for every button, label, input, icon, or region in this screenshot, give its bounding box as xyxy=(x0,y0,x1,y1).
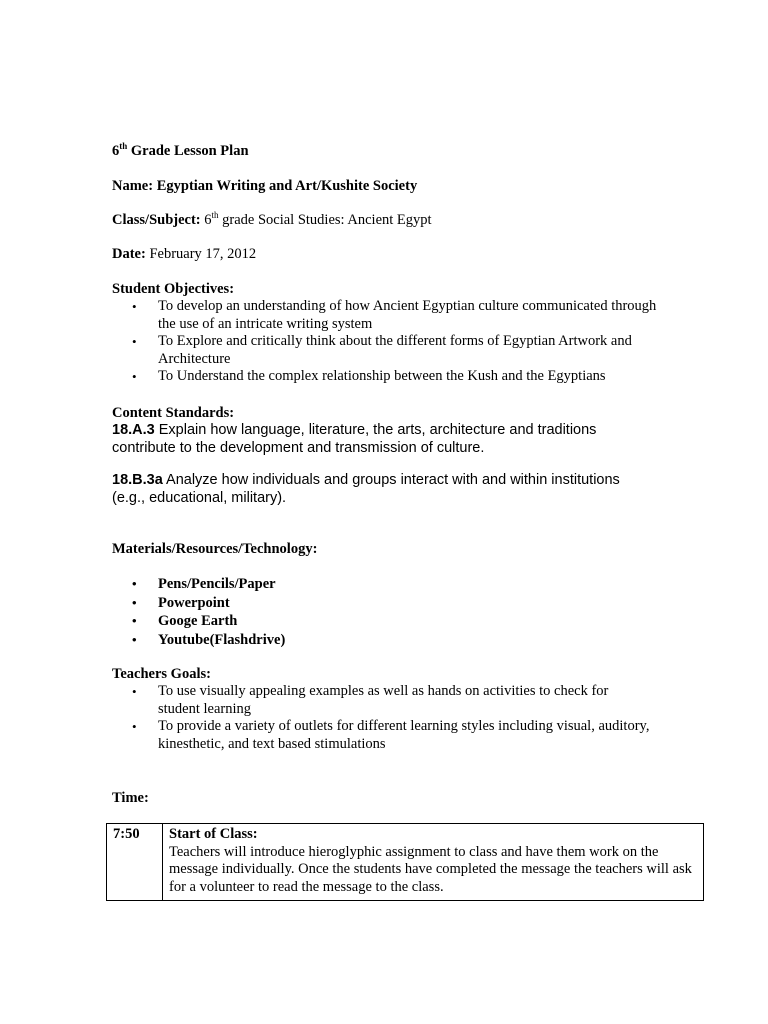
bullet-icon: • xyxy=(132,684,137,699)
list-item xyxy=(112,333,672,368)
bullet-icon: • xyxy=(132,719,137,734)
schedule-activity-cell xyxy=(169,826,699,896)
date-value: February 17, 2012 xyxy=(145,246,257,262)
standard-code: 18.A.3 xyxy=(112,422,155,438)
schedule-table xyxy=(106,823,704,901)
date-label: Date: xyxy=(112,246,146,262)
bullet-icon: • xyxy=(132,613,137,628)
name-value: Egyptian Writing and Art/Kushite Society xyxy=(153,178,418,194)
standard-text: Explain how language, literature, the arts, architecture and traditions contribute to the development and transmission of culture. xyxy=(112,422,597,456)
bullet-icon: • xyxy=(132,334,137,349)
activity-description: Teachers will introduce hieroglyphic assignment to class and have them work on the message individually. Once the students have completed the message the teachers will ask for a volunteer to read the message to the class. xyxy=(169,843,692,895)
list-item xyxy=(112,683,652,718)
objectives-list xyxy=(112,298,672,386)
bullet-icon: • xyxy=(132,369,137,384)
goal-text: To use visually appealing examples as well as hands on activities to check for student learning xyxy=(158,683,609,717)
goals-list xyxy=(112,683,652,753)
time-heading: Time: xyxy=(112,790,149,806)
lesson-date xyxy=(112,245,256,263)
objective-text: To Understand the complex relationship between the Kush and the Egyptians xyxy=(158,368,606,384)
material-text: Powerpoint xyxy=(158,594,230,611)
bullet-icon: • xyxy=(132,631,137,647)
list-item xyxy=(112,631,672,650)
material-text: Youtube(Flashdrive) xyxy=(158,631,286,648)
name-label: Name: xyxy=(112,178,154,194)
material-text: Googe Earth xyxy=(158,613,238,629)
objective-text: To develop an understanding of how Ancient Egyptian culture communicated through the use of an intricate writing system xyxy=(158,298,657,332)
lesson-name xyxy=(112,177,417,195)
list-item xyxy=(112,612,672,631)
class-subject-superscript: th xyxy=(211,210,219,220)
schedule-time-cell: 7:50 xyxy=(107,824,163,900)
bullet-icon: • xyxy=(132,299,137,314)
list-item xyxy=(112,718,652,753)
title-text: Grade Lesson Plan xyxy=(127,143,249,159)
activity-title: Start of Class: xyxy=(169,826,258,842)
grade-superscript: th xyxy=(119,141,128,151)
list-item xyxy=(112,575,672,594)
bullet-icon: • xyxy=(132,576,137,591)
standard-item xyxy=(112,471,652,507)
standard-item xyxy=(112,421,632,457)
materials-heading: Materials/Resources/Technology: xyxy=(112,541,318,557)
list-item xyxy=(112,368,672,386)
page-title xyxy=(112,142,249,160)
objectives-heading: Student Objectives: xyxy=(112,281,235,297)
class-subject xyxy=(112,211,432,229)
objective-text: To Explore and critically think about the different forms of Egyptian Artwork and Architecture xyxy=(158,333,632,367)
standards-heading: Content Standards: xyxy=(112,405,235,421)
bullet-icon: • xyxy=(132,594,137,610)
materials-list xyxy=(112,575,672,649)
class-subject-value: grade Social Studies: Ancient Egypt xyxy=(218,212,432,228)
goal-text: To provide a variety of outlets for different learning styles including visual, auditory, kinesthetic, and text based stimulations xyxy=(158,718,650,752)
material-text: Pens/Pencils/Paper xyxy=(158,576,276,592)
grade-number: 6 xyxy=(112,143,120,159)
standard-text: Analyze how individuals and groups interact with and within institutions (e.g., educational, military). xyxy=(112,472,620,506)
list-item xyxy=(112,298,672,333)
class-subject-grade: 6 xyxy=(200,212,212,228)
list-item xyxy=(112,594,672,613)
standard-code: 18.B.3a xyxy=(112,472,163,488)
class-subject-label: Class/Subject: xyxy=(112,212,201,228)
goals-heading: Teachers Goals: xyxy=(112,666,211,682)
